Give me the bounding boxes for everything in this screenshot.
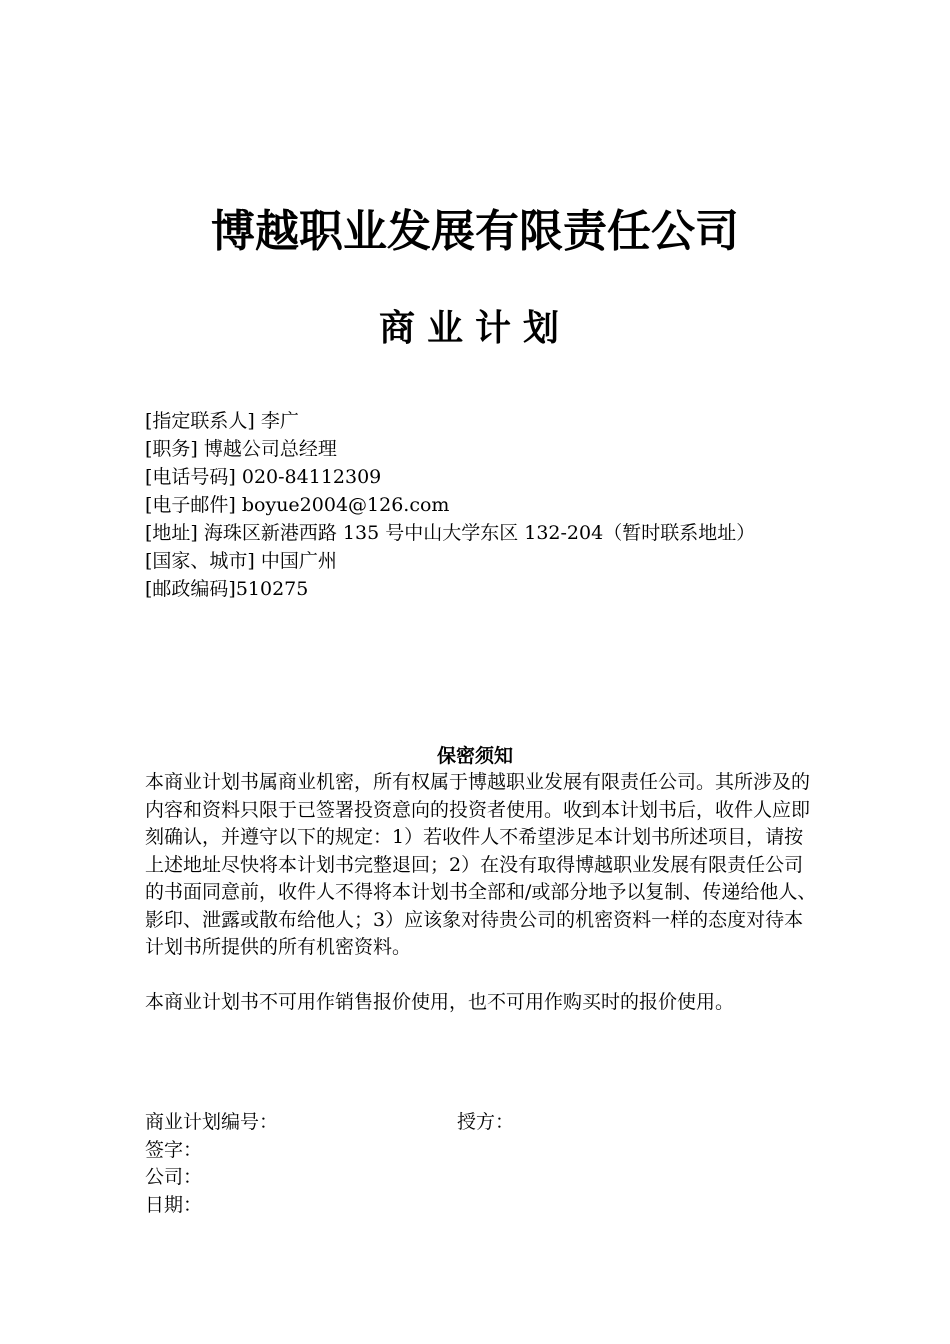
confidentiality-heading: 保密须知 xyxy=(436,745,513,767)
paragraph-1-part-c: 的书面同意前，收件人不得将本计划书全部和/或部分地予以复制、传递给他人、影印、泄露或散布给他人；3）应该象对待贵公司的机密资料一样的态度对待本计划书所提供的所有机密资料。 xyxy=(145,881,817,958)
contact-position: [职务] 博越公司总经理 xyxy=(145,438,337,460)
plan-number-label: 商业计划编号： xyxy=(145,1111,279,1133)
contact-phone: [电话号码] 020-84112309 xyxy=(145,466,382,488)
company-name-inline: 博越职业发展有限责任公司 xyxy=(468,771,697,793)
contact-postal-code: [邮政编码]510275 xyxy=(145,578,309,600)
company-title: 博越职业发展有限责任公司 xyxy=(211,206,739,257)
grantor-label: 授方： xyxy=(457,1111,515,1133)
document-subtitle: 商业计划 xyxy=(378,307,571,349)
confidentiality-paragraph-2: 本商业计划书不可用作销售报价使用，也不可用作购买时的报价使用。 xyxy=(145,990,735,1013)
paragraph-1-part-a: 本商业计划书属商业机密，所有权属于 xyxy=(145,771,469,793)
contact-country-city: [国家、城市] 中国广州 xyxy=(145,550,337,572)
sign-label: 签字： xyxy=(145,1138,203,1161)
confidentiality-paragraph-1 xyxy=(145,769,817,962)
date-label: 日期： xyxy=(145,1193,203,1216)
contact-address: [地址] 海珠区新港西路 135 号中山大学东区 132-204（暂时联系地址） xyxy=(145,522,756,544)
company-row xyxy=(145,1164,815,1192)
paragraph-1-part-b: 。其所涉及的内容和资料只限于已签署投资意向的投资者使用。收到本计划书后，收件人应即刻确认，并遵守以下的规定：1）若收件人不希望涉足本计划书所述项目，请按上述地址尽快将本计划书完整退回；2）在没有取得 xyxy=(145,771,811,876)
signature-block xyxy=(145,1109,815,1219)
company-label: 公司： xyxy=(145,1166,203,1188)
contact-info xyxy=(145,407,815,603)
company-name-inline: 博越职业发展有限责任公司 xyxy=(575,853,804,876)
confidentiality-body xyxy=(145,769,817,1016)
date-row xyxy=(145,1192,815,1220)
plan-number-row xyxy=(145,1109,815,1137)
contact-email: [电子邮件] boyue2004@126.com xyxy=(145,494,450,516)
sign-row xyxy=(145,1137,815,1165)
contact-person: [指定联系人] 李广 xyxy=(145,410,299,432)
